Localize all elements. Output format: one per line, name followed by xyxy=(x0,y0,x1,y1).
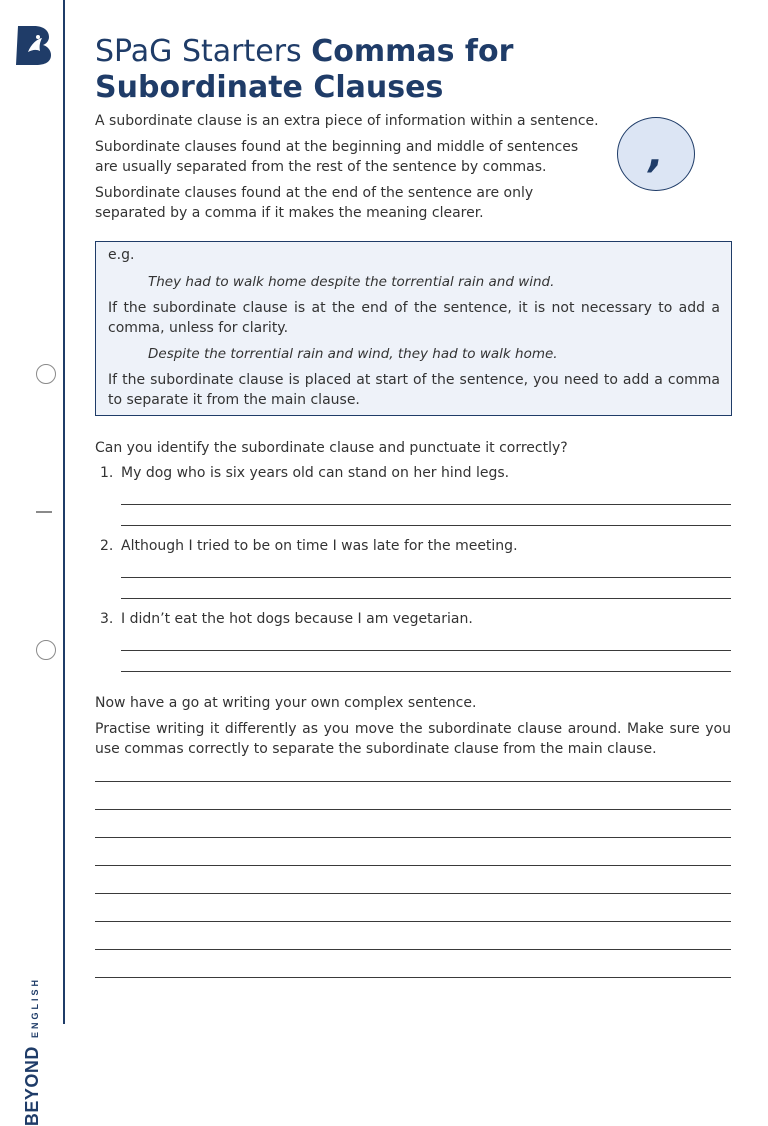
own-sentence-instructions: Practise writing it differently as you move the subordinate clause around. Make sure you use commas correctly to separate the subordinate clause from the main clause. xyxy=(95,721,731,757)
beyond-b-logo-icon xyxy=(14,24,54,66)
writing-line[interactable] xyxy=(95,781,731,782)
fold-mark xyxy=(36,511,52,513)
writing-line[interactable] xyxy=(95,977,731,978)
writing-line[interactable] xyxy=(95,809,731,810)
intro-paragraph-2: Subordinate clauses found at the beginning and middle of sentences are usually separated from the rest of the sentence by commas. xyxy=(95,139,579,175)
answer-line[interactable] xyxy=(121,671,731,672)
example-box xyxy=(95,241,732,416)
comma-symbol: , xyxy=(648,131,664,177)
punch-hole-top xyxy=(36,364,56,384)
question-text: Although I tried to be on time I was late for the meeting. xyxy=(121,538,518,554)
brand-wordmark xyxy=(22,846,46,1126)
answer-line[interactable] xyxy=(121,577,731,578)
writing-line[interactable] xyxy=(95,837,731,838)
example-explanation-1: If the subordinate clause is at the end of the sentence, it is not necessary to add a comma, unless for clarity. xyxy=(108,300,720,336)
question-number: 2. xyxy=(100,538,114,554)
example-label: e.g. xyxy=(108,247,135,263)
example-sentence-1: They had to walk home despite the torrential rain and wind. xyxy=(148,274,555,290)
intro-paragraph-3: Subordinate clauses found at the end of the sentence are only separated by a comma if it makes the meaning clearer. xyxy=(95,185,534,221)
question-text: My dog who is six years old can stand on her hind legs. xyxy=(121,465,510,481)
task-prompt: Can you identify the subordinate clause and punctuate it correctly? xyxy=(95,440,568,456)
title-bold: Commas for Subordinate Clauses xyxy=(95,34,514,105)
writing-line[interactable] xyxy=(95,921,731,922)
question-text: I didn’t eat the hot dogs because I am vegetarian. xyxy=(121,611,473,627)
question-number: 1. xyxy=(100,465,114,481)
punch-hole-bottom xyxy=(36,640,56,660)
title-light: SPaG Starters xyxy=(95,34,302,69)
margin-line xyxy=(63,0,65,1024)
writing-line[interactable] xyxy=(95,865,731,866)
answer-line[interactable] xyxy=(121,525,731,526)
writing-line[interactable] xyxy=(95,949,731,950)
brand-subname: ENGLISH xyxy=(30,977,40,1039)
writing-line[interactable] xyxy=(95,893,731,894)
answer-line[interactable] xyxy=(121,650,731,651)
own-sentence-prompt: Now have a go at writing your own complex sentence. xyxy=(95,695,477,711)
example-explanation-2: If the subordinate clause is placed at start of the sentence, you need to add a comma to separate it from the main clause. xyxy=(108,372,720,408)
page-title xyxy=(95,34,615,106)
question-number: 3. xyxy=(100,611,114,627)
answer-line[interactable] xyxy=(121,504,731,505)
intro-paragraph-1: A subordinate clause is an extra piece of information within a sentence. xyxy=(95,113,599,129)
answer-line[interactable] xyxy=(121,598,731,599)
example-sentence-2: Despite the torrential rain and wind, they had to walk home. xyxy=(148,346,558,362)
comma-symbol-badge xyxy=(617,117,695,191)
brand-name: BEYOND xyxy=(22,1046,42,1126)
